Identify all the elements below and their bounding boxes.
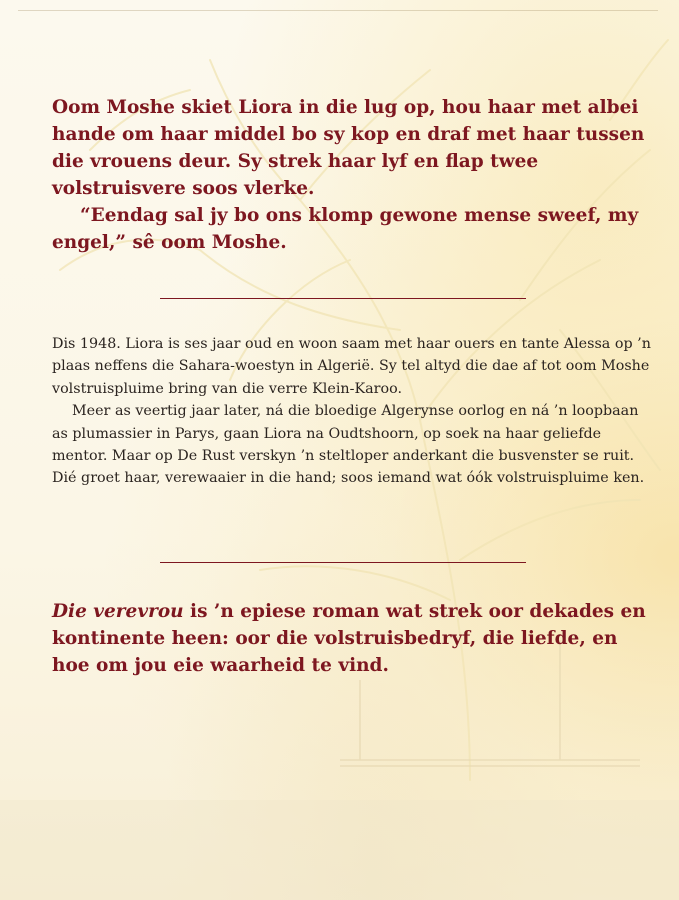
closing-text: is ’n epiese roman wat strek oor dekades en kontinente heen: oor die volstruisbedryf, die liefde, en hoe om jou eie waarheid te vind. [52, 601, 646, 676]
closing-statement [52, 598, 652, 679]
top-border-line [18, 10, 658, 11]
section-divider [160, 562, 526, 563]
synopsis-paragraph: Dis 1948. Liora is ses jaar oud en woon saam met haar ouers en tante Alessa op ’n plaas neffens die Sahara-woestyn in Algerië. Sy tel altyd die dae af tot oom Moshe volstruispluime bring van die verre Klein-Karoo. [52, 336, 651, 397]
synopsis [52, 333, 652, 490]
book-title: Die verevrou [52, 601, 184, 622]
section-divider [160, 298, 526, 299]
excerpt-dialogue: “Eendag sal jy bo ons klomp gewone mense sweef, my engel,” sê oom Moshe. [52, 205, 639, 253]
excerpt-paragraph: Oom Moshe skiet Liora in die lug op, hou haar met albei hande om haar middel bo sy kop en draf met haar tussen die vrouens deur. Sy strek haar lyf en flap twee volstruisvere soos vlerke. [52, 97, 645, 199]
synopsis-paragraph: Meer as veertig jaar later, ná die bloedige Algerynse oorlog en ná ’n loopbaan as plumassier in Parys, gaan Liora na Oudtshoorn, op soek na haar geliefde mentor. Maar op De Rust verskyn ’n steltloper anderkant die busvenster se ruit. Dié groet haar, verewaaier in die hand; soos iemand wat óók volstruispluime ken. [52, 403, 645, 487]
opening-excerpt [52, 94, 652, 256]
